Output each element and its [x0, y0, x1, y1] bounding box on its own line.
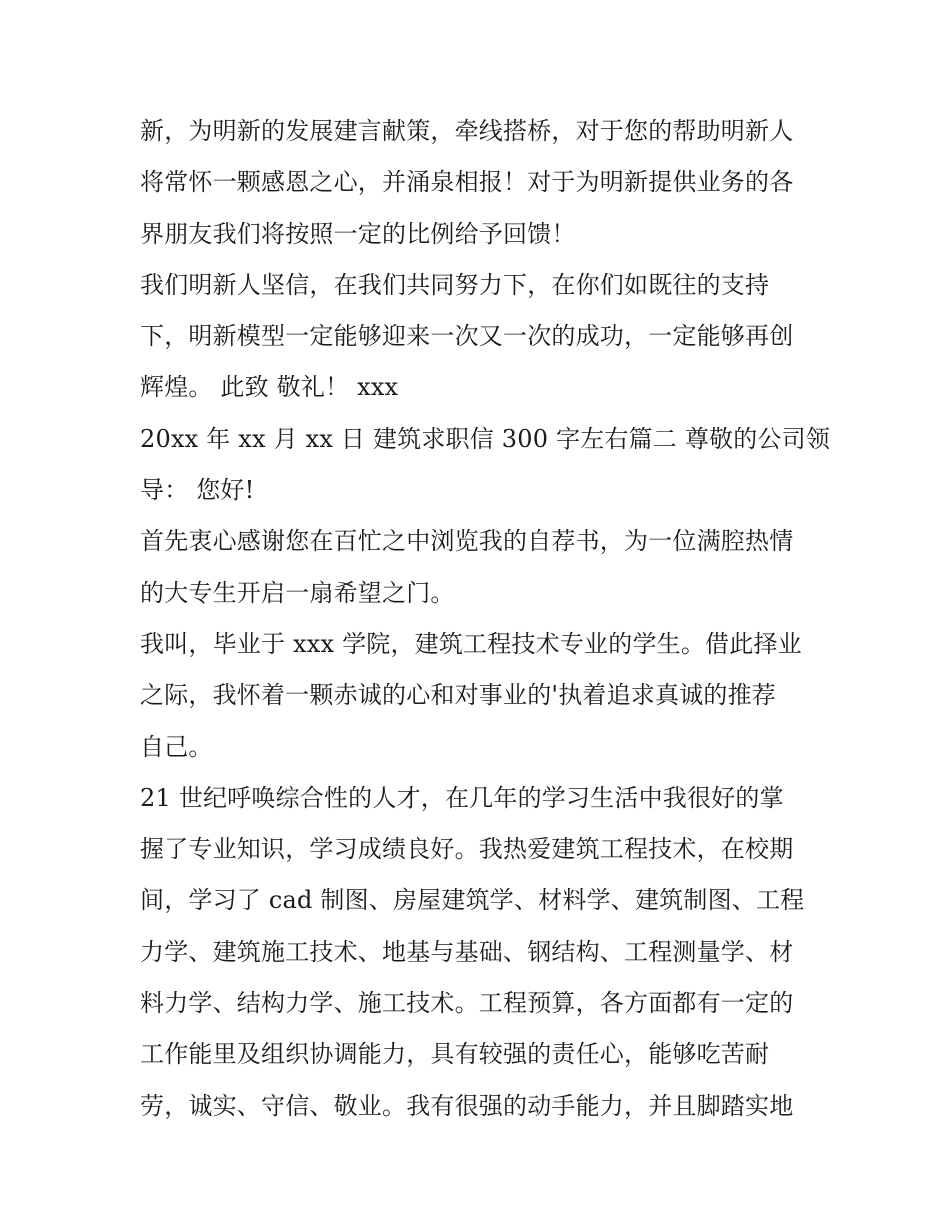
- text-line: 自己。: [140, 732, 213, 761]
- text-line: 握了专业知识，学习成绩良好。我热爱建筑工程技术，在校期: [140, 835, 794, 864]
- text-line: 下，明新模型一定能够迎来一次又一次的成功，一定能够再创: [140, 322, 794, 351]
- text-line: 界朋友我们将按照一定的比例给予回馈！: [140, 219, 576, 248]
- text-line: 工作能里及组织协调能力，具有较强的责任心，能够吃苦耐: [140, 1040, 770, 1069]
- text-line: 辉煌。 此致 敬礼！ xxx: [140, 373, 399, 402]
- text-line: 导： 您好!: [140, 476, 255, 505]
- text-line: 劳，诚实、守信、敬业。我有很强的动手能力，并且脚踏实地: [140, 1091, 794, 1120]
- text-line: 的大专生开启一扇希望之门。: [140, 578, 455, 607]
- text-line: 我叫，毕业于 xxx 学院，建筑工程技术专业的学生。借此择业: [140, 629, 802, 658]
- document-body: [140, 106, 831, 1132]
- text-line: 21 世纪呼唤综合性的人才，在几年的学习生活中我很好的掌: [140, 783, 784, 812]
- text-line: 新，为明新的发展建言献策，牵线搭桥，对于您的帮助明新人: [140, 117, 794, 145]
- text-line: 间，学习了 cad 制图、房屋建筑学、材料学、建筑制图、工程: [140, 886, 805, 915]
- text-line: 之际，我怀着一颗赤诚的心和对事业的'执着追求真诚的推荐: [140, 681, 776, 710]
- text-line: 20xx 年 xx 月 xx 日 建筑求职信 300 字左右篇二 尊敬的公司领: [140, 424, 831, 453]
- text-line: 料力学、结构力学、施工技术。工程预算，各方面都有一定的: [140, 989, 794, 1018]
- text-line: 我们明新人坚信，在我们共同努力下，在你们如既往的支持: [140, 270, 770, 299]
- text-line: 将常怀一颗感恩之心，并涌泉相报！对于为明新提供业务的各: [140, 168, 794, 197]
- text-line: 力学、建筑施工技术、地基与基础、钢结构、工程测量学、材: [140, 937, 794, 966]
- text-line: 首先衷心感谢您在百忙之中浏览我的自荐书，为一位满腔热情: [140, 527, 794, 556]
